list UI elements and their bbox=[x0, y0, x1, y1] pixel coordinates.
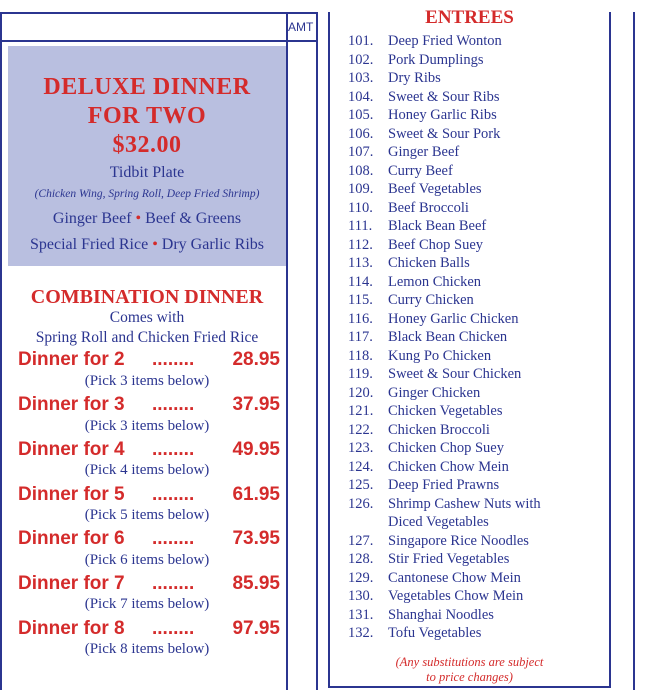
substitution-note-line2: to price changes) bbox=[426, 670, 513, 684]
dinner-name: Dinner for 6 bbox=[18, 528, 125, 549]
entree-number: 132. bbox=[348, 625, 374, 641]
deluxe-price: $32.00 bbox=[112, 132, 182, 158]
deluxe-title-line2: FOR TWO bbox=[87, 103, 207, 129]
dinner-pick-note: (Pick 4 items below) bbox=[84, 462, 210, 478]
dinner-pick-note: (Pick 6 items below) bbox=[84, 552, 210, 568]
entree-number: 130. bbox=[348, 588, 374, 604]
entree-name: Vegetables Chow Mein bbox=[388, 588, 524, 604]
entree-number: 107. bbox=[348, 144, 374, 160]
entree-number: 110. bbox=[348, 199, 373, 216]
entree-name: Chicken Chop Suey bbox=[388, 440, 504, 456]
dinner-name: Dinner for 2 bbox=[18, 349, 125, 370]
dinner-name: Dinner for 8 bbox=[18, 618, 125, 639]
entree-name: Lemon Chicken bbox=[388, 273, 482, 290]
entree-name: Singapore Rice Noodles bbox=[388, 532, 529, 549]
entree-name: Black Bean Chicken bbox=[388, 329, 508, 345]
entree-number: 127. bbox=[348, 532, 374, 549]
amount-label: AMT bbox=[288, 20, 314, 34]
entree-name: Sweet & Sour Chicken bbox=[388, 366, 522, 382]
entree-number: 123. bbox=[348, 440, 374, 456]
dinner-dots: ........ bbox=[152, 349, 195, 370]
entrees-heading: ENTREES bbox=[425, 7, 514, 28]
entree-number: 101. bbox=[348, 33, 374, 49]
substitution-note-line1: (Any substitutions are subject bbox=[395, 655, 544, 669]
deluxe-tidbit-note: (Chicken Wing, Spring Roll, Deep Fried Shrimp) bbox=[34, 188, 260, 200]
entree-name: Shanghai Noodles bbox=[388, 606, 494, 623]
right-edge-divider bbox=[633, 12, 635, 690]
entree-name-continued: Diced Vegetables bbox=[388, 514, 489, 530]
entree-name: Curry Beef bbox=[388, 162, 453, 179]
entree-name: Stir Fried Vegetables bbox=[388, 551, 510, 567]
bullet-icon: • bbox=[152, 236, 158, 253]
entree-number: 122. bbox=[348, 421, 374, 438]
entree-number: 131. bbox=[348, 606, 374, 623]
dinner-dots: ........ bbox=[152, 618, 195, 639]
entree-number: 108. bbox=[348, 162, 374, 179]
dinner-dots: ........ bbox=[152, 573, 195, 594]
deluxe-tidbit: Tidbit Plate bbox=[109, 164, 185, 181]
deluxe-item-ginger-beef: Ginger Beef bbox=[52, 210, 132, 227]
entree-name: Shrimp Cashew Nuts with bbox=[388, 495, 541, 512]
entree-number: 111. bbox=[348, 218, 373, 234]
combination-dinner-title: COMBINATION DINNER bbox=[30, 286, 264, 308]
combination-sub-1: Comes with bbox=[109, 309, 185, 326]
entree-number: 105. bbox=[348, 107, 374, 123]
dinner-price: 37.95 bbox=[232, 394, 280, 415]
entree-number: 116. bbox=[348, 310, 373, 327]
entree-name: Deep Fried Wonton bbox=[388, 33, 502, 49]
entree-number: 115. bbox=[348, 292, 373, 308]
amount-column bbox=[286, 14, 318, 690]
dinner-pick-note: (Pick 3 items below) bbox=[84, 373, 210, 389]
entree-number: 106. bbox=[348, 125, 374, 142]
dinner-name: Dinner for 4 bbox=[18, 439, 125, 460]
dinner-dots: ........ bbox=[152, 439, 195, 460]
dinner-price: 49.95 bbox=[232, 439, 280, 460]
dinner-pick-note: (Pick 3 items below) bbox=[84, 418, 210, 434]
entree-name: Beef Chop Suey bbox=[388, 236, 484, 253]
entree-number: 103. bbox=[348, 70, 374, 86]
entree-name: Deep Fried Prawns bbox=[388, 477, 500, 493]
dinner-dots: ........ bbox=[152, 528, 195, 549]
entree-name: Chicken Vegetables bbox=[388, 403, 503, 419]
dinner-dots: ........ bbox=[152, 394, 195, 415]
dinner-pick-note: (Pick 7 items below) bbox=[84, 596, 210, 612]
entree-number: 129. bbox=[348, 569, 374, 586]
entree-name: Cantonese Chow Mein bbox=[388, 569, 521, 586]
entree-name: Pork Dumplings bbox=[388, 51, 484, 68]
entree-name: Dry Ribs bbox=[388, 70, 441, 86]
entree-number: 126. bbox=[348, 495, 374, 512]
entree-number: 121. bbox=[348, 403, 374, 419]
entree-name: Sweet & Sour Ribs bbox=[388, 88, 500, 105]
entree-name: Curry Chicken bbox=[388, 292, 474, 308]
entree-number: 124. bbox=[348, 458, 374, 475]
entree-number: 114. bbox=[348, 273, 373, 290]
dinner-name: Dinner for 3 bbox=[18, 394, 125, 415]
deluxe-item-beef-greens: Beef & Greens bbox=[145, 210, 242, 227]
entree-number: 120. bbox=[348, 384, 374, 401]
entree-name: Ginger Chicken bbox=[388, 384, 481, 401]
entree-number: 102. bbox=[348, 51, 374, 68]
deluxe-line-2 bbox=[8, 236, 286, 254]
entree-number: 113. bbox=[348, 255, 373, 271]
entree-name: Honey Garlic Ribs bbox=[388, 107, 497, 123]
dinner-price: 97.95 bbox=[232, 618, 280, 639]
entree-number: 117. bbox=[348, 329, 373, 345]
entree-name: Chicken Balls bbox=[388, 255, 470, 271]
dinner-name: Dinner for 7 bbox=[18, 573, 125, 594]
bullet-icon: • bbox=[135, 210, 142, 227]
deluxe-line-1 bbox=[8, 210, 286, 228]
entree-number: 118. bbox=[348, 347, 373, 364]
dinner-price: 73.95 bbox=[232, 528, 280, 549]
amount-header-line bbox=[286, 40, 318, 42]
left-menu-panel bbox=[0, 12, 318, 690]
deluxe-item-special-fried-rice: Special Fried Rice bbox=[30, 236, 149, 253]
entree-name: Beef Broccoli bbox=[388, 199, 469, 216]
entree-name: Kung Po Chicken bbox=[388, 347, 492, 364]
dinner-price: 85.95 bbox=[232, 573, 280, 594]
dinner-pick-note: (Pick 5 items below) bbox=[84, 507, 210, 523]
entree-name: Chicken Chow Mein bbox=[388, 458, 509, 475]
deluxe-item-dry-garlic-ribs: Dry Garlic Ribs bbox=[161, 236, 264, 253]
entree-name: Black Bean Beef bbox=[388, 218, 487, 234]
entree-name: Tofu Vegetables bbox=[388, 625, 482, 641]
entree-number: 125. bbox=[348, 477, 374, 493]
entree-number: 128. bbox=[348, 551, 374, 567]
header-strip bbox=[2, 14, 286, 42]
dinner-price: 61.95 bbox=[232, 484, 280, 505]
dinner-dots: ........ bbox=[152, 484, 195, 505]
combination-sub-2: Spring Roll and Chicken Fried Rice bbox=[35, 329, 259, 346]
entree-number: 119. bbox=[348, 366, 373, 382]
entree-number: 112. bbox=[348, 236, 373, 253]
deluxe-dinner-box bbox=[8, 46, 286, 266]
dinner-pick-note: (Pick 8 items below) bbox=[84, 641, 210, 657]
entree-name: Sweet & Sour Pork bbox=[388, 125, 501, 142]
entrees-panel bbox=[328, 7, 611, 688]
dinner-price: 28.95 bbox=[232, 349, 280, 370]
dinner-name: Dinner for 5 bbox=[18, 484, 125, 505]
entree-name: Chicken Broccoli bbox=[388, 421, 490, 438]
entree-name: Beef Vegetables bbox=[388, 181, 482, 197]
entree-number: 104. bbox=[348, 88, 374, 105]
entree-name: Ginger Beef bbox=[388, 144, 460, 160]
entree-name: Honey Garlic Chicken bbox=[388, 310, 519, 327]
entree-number: 109. bbox=[348, 181, 374, 197]
deluxe-title-line1: DELUXE DINNER bbox=[43, 74, 251, 100]
